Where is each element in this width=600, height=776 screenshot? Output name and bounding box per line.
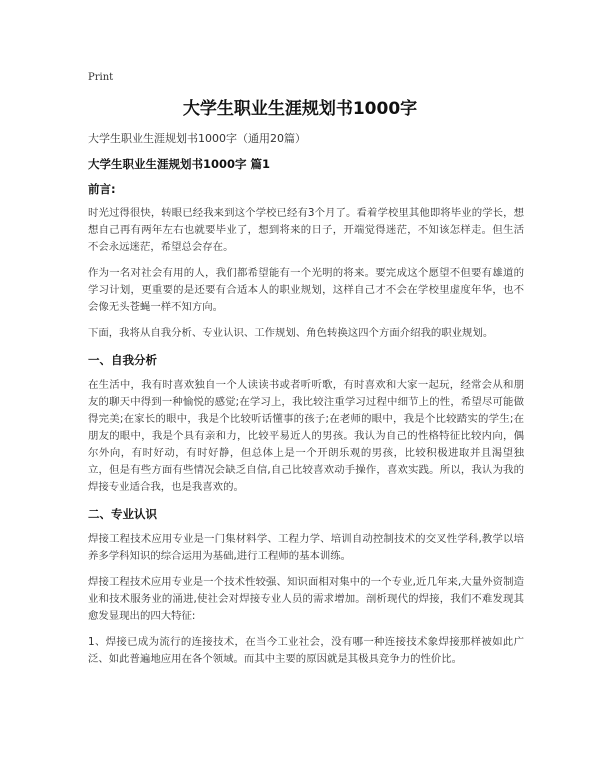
document-subtitle: 大学生职业生涯规划书1000字（通用20篇） <box>88 132 306 145</box>
part-heading: 大学生职业生涯规划书1000字 篇1 <box>88 157 271 171</box>
print-label: Print <box>88 72 114 83</box>
major-paragraph-2: 焊接工程技术应用专业是一个技术性较强、知识面相对集中的一个专业,近几年来,大量外资制造业和技术服务业的涌进,使社会对焊接专业人员的需求增加。剖析现代的焊接，我们不难发现其愈发显现出的四大特征: <box>88 576 524 622</box>
preface-heading: 前言: <box>88 182 116 196</box>
section-heading-self-analysis: 一、自我分析 <box>88 353 157 367</box>
major-paragraph-3: 1、焊接已成为流行的连接技术，在当今工业社会，没有哪一种连接技术象焊接那样被如此广泛、如此普遍地应用在各个领域。而其中主要的原因就是其极具竞争力的性价比。 <box>88 636 524 665</box>
self-analysis-paragraph: 在生活中，我有时喜欢独自一个人读读书或者听听歌，有时喜欢和大家一起玩，经常会从和朋友的聊天中得到一种愉悦的感觉;在学习上，我比较注重学习过程中细节上的性，希望尽可能做得完美;在家长的眼中，我是个比较听话懂事的孩子;在老师的眼中，我是个比较踏实的学生;在朋友的眼中，我是个具有亲和力，比较平易近人的男孩。我认为自己的性格特征比较内向，偶尔外向，有时好动，有时好静，但总体上是一个开朗乐观的男孩，比较积极进取并且渴望独立，但是有些方面有些情况会缺乏自信,自己比较喜欢动手操作，喜欢实践。所以，我认为我的焊接专业适合我，也是我喜欢的。 <box>88 379 524 493</box>
section-heading-major-understanding: 二、专业认识 <box>88 507 157 521</box>
intro-paragraph-2: 作为一名对社会有用的人，我们都希望能有一个光明的将来。要完成这个愿望不但要有雄道的学习计划，更重要的是还要有合适本人的职业规划，这样自己才不会在学校里虚度年华，也不会像无头苍蝇一样不知方向。 <box>88 267 524 313</box>
document-title: 大学生职业生涯规划书1000字 <box>182 99 418 119</box>
intro-paragraph-3: 下面，我将从自我分析、专业认识、工作规划、角色转换这四个方面介绍我的职业规划。 <box>88 327 494 339</box>
intro-paragraph-1: 时光过得很快，转眼已经我来到这个学校已经有3个月了。看着学校里其他即将毕业的学长，想想自己再有两年左右也就要毕业了，想到将来的日子，开端觉得迷茫，不知该怎样走。但生活不会永远迷茫，希望总会存在。 <box>88 207 524 253</box>
major-paragraph-1: 焊接工程技术应用专业是一门集材料学、工程力学、培训自动控制技术的交叉性学科,教学以培养多学科知识的综合运用为基础,进行工程师的基本训练。 <box>88 533 524 562</box>
document-body <box>88 130 524 677</box>
